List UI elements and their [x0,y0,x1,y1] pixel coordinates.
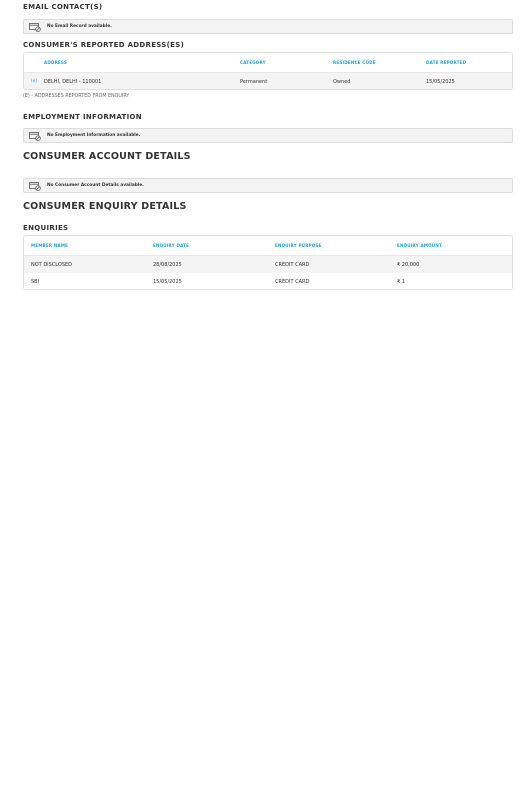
enquiry-purpose-col-header: ENQUIRY PURPOSE [275,243,322,248]
employment-notice-text: No Employment Information available. [47,133,141,138]
enquiry-section-title: CONSUMER ENQUIRY DETAILS [23,201,187,212]
no-record-icon [29,131,41,141]
no-record-icon [29,181,41,191]
enquiry-amount-cell: ₹ 1 [397,278,405,285]
address-cell: DELHI, DELHI - 110001 [44,78,102,85]
accounts-notice-text: No Consumer Account Details available. [47,183,144,188]
enquiry-date-cell: 15/05/2025 [153,278,182,285]
enquiry-purpose-cell: CREDIT CARD [275,261,310,268]
enquiry-table-header [24,236,512,256]
enquiry-amount-col-header: ENQUIRY AMOUNT [397,243,442,248]
date-reported-col-header: DATE REPORTED [426,60,467,65]
accounts-section-title: CONSUMER ACCOUNT DETAILS [23,151,191,162]
address-table-header [24,53,512,73]
member-name-cell: NOT DISCLOSED [31,261,73,268]
table-row [24,273,512,290]
address-table [23,52,513,90]
employment-notice [23,128,513,143]
category-cell: Permanent [240,78,268,85]
email-notice-text: No Email Record available. [47,24,112,29]
accounts-notice [23,178,513,193]
employment-section-title: EMPLOYMENT INFORMATION [23,113,142,121]
address-footnote: (E) - ADDRESSES REPORTED FROM ENQUIRY [23,94,130,99]
residence-code-col-header: RESIDENCE CODE [333,60,376,65]
enquiry-date-cell: 28/08/2025 [153,261,182,268]
table-row [24,73,512,90]
address-section-title: CONSUMER'S REPORTED ADDRESS(ES) [23,41,185,49]
enquiry-purpose-cell: CREDIT CARD [275,278,310,285]
table-row [24,256,512,273]
enquiry-table [23,235,513,290]
address-col-header: ADDRESS [44,60,68,65]
enquiry-amount-cell: ₹ 20,000 [397,261,420,268]
date-reported-cell: 15/05/2025 [426,78,455,85]
enquiry-date-col-header: ENQUIRY DATE [153,243,190,248]
member-name-col-header: MEMBER NAME [31,243,69,248]
category-col-header: CATEGORY [240,60,266,65]
enquiries-subtitle: ENQUIRIES [23,224,69,232]
member-name-cell: SBI [31,278,40,285]
email-notice [23,19,513,34]
email-section-title: EMAIL CONTACT(S) [23,3,103,11]
residence-code-cell: Owned [333,78,351,85]
enquiry-address-mark: (e) [30,79,38,84]
no-record-icon [29,22,41,32]
